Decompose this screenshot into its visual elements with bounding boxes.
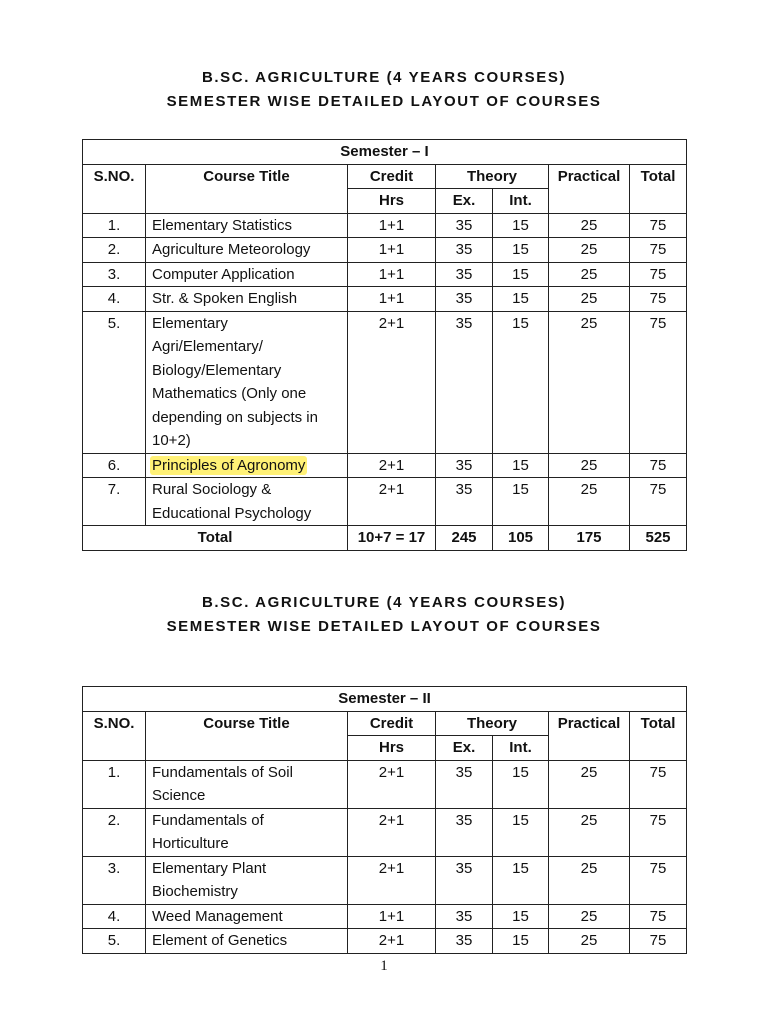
cell-sno: 7. — [83, 478, 146, 526]
total-ex: 245 — [436, 526, 493, 551]
header-total: Total — [630, 164, 687, 213]
semester-2-table — [82, 686, 687, 954]
table-row — [83, 238, 687, 263]
cell-credit: 1+1 — [348, 213, 436, 238]
table-row — [83, 287, 687, 312]
cell-total: 75 — [630, 238, 687, 263]
header-ex: Ex. — [436, 189, 493, 214]
total-row — [83, 526, 687, 551]
cell-sno: 4. — [83, 287, 146, 312]
cell-int: 15 — [493, 453, 549, 478]
cell-total: 75 — [630, 311, 687, 453]
cell-int: 15 — [493, 929, 549, 954]
cell-credit: 2+1 — [348, 808, 436, 856]
cell-total: 75 — [630, 808, 687, 856]
total-int: 105 — [493, 526, 549, 551]
total-credit: 10+7 = 17 — [348, 526, 436, 551]
semester-title: Semester – I — [83, 140, 687, 165]
header-course-title: Course Title — [146, 711, 348, 760]
cell-credit: 2+1 — [348, 453, 436, 478]
cell-practical: 25 — [549, 453, 630, 478]
cell-total: 75 — [630, 856, 687, 904]
table-row — [83, 760, 687, 808]
header-course-title: Course Title — [146, 164, 348, 213]
cell-int: 15 — [493, 808, 549, 856]
header-credit: Credit — [348, 164, 436, 189]
cell-total: 75 — [630, 760, 687, 808]
cell-ex: 35 — [436, 856, 493, 904]
table-row — [83, 453, 687, 478]
cell-int: 15 — [493, 262, 549, 287]
cell-title: Fundamentals of Soil Science — [146, 760, 348, 808]
total-label: Total — [83, 526, 348, 551]
cell-int: 15 — [493, 238, 549, 263]
cell-int: 15 — [493, 760, 549, 808]
cell-credit: 2+1 — [348, 929, 436, 954]
cell-practical: 25 — [549, 262, 630, 287]
cell-sno: 1. — [83, 760, 146, 808]
cell-credit: 2+1 — [348, 478, 436, 526]
cell-total: 75 — [630, 262, 687, 287]
cell-ex: 35 — [436, 238, 493, 263]
cell-title: Elementary Plant Biochemistry — [146, 856, 348, 904]
cell-int: 15 — [493, 856, 549, 904]
cell-int: 15 — [493, 311, 549, 453]
cell-ex: 35 — [436, 904, 493, 929]
header-practical: Practical — [549, 164, 630, 213]
cell-credit: 2+1 — [348, 856, 436, 904]
page-number: 1 — [380, 958, 388, 974]
cell-credit: 2+1 — [348, 760, 436, 808]
cell-credit: 1+1 — [348, 262, 436, 287]
cell-total: 75 — [630, 929, 687, 954]
total-practical: 175 — [549, 526, 630, 551]
table-row — [83, 808, 687, 856]
cell-sno: 5. — [83, 929, 146, 954]
cell-int: 15 — [493, 904, 549, 929]
header-int: Int. — [493, 736, 549, 761]
table-row — [83, 904, 687, 929]
heading-line-1: B.SC. AGRICULTURE (4 YEARS COURSES) — [201, 69, 567, 86]
total-total: 525 — [630, 526, 687, 551]
heading-line-2: SEMESTER WISE DETAILED LAYOUT OF COURSES — [166, 93, 602, 110]
cell-ex: 35 — [436, 262, 493, 287]
cell-title: Fundamentals of Horticulture — [146, 808, 348, 856]
cell-int: 15 — [493, 287, 549, 312]
header-practical: Practical — [549, 711, 630, 760]
cell-title: Elementary Statistics — [146, 213, 348, 238]
table-row — [83, 311, 687, 453]
table-row — [83, 856, 687, 904]
cell-practical: 25 — [549, 904, 630, 929]
table-row — [83, 929, 687, 954]
cell-credit: 1+1 — [348, 238, 436, 263]
cell-practical: 25 — [549, 213, 630, 238]
semester-1-table — [82, 139, 687, 551]
table-row — [83, 262, 687, 287]
cell-title: Str. & Spoken English — [146, 287, 348, 312]
cell-practical: 25 — [549, 238, 630, 263]
heading-line-2: SEMESTER WISE DETAILED LAYOUT OF COURSES — [166, 618, 602, 635]
cell-sno: 4. — [83, 904, 146, 929]
cell-practical: 25 — [549, 808, 630, 856]
cell-total: 75 — [630, 904, 687, 929]
cell-int: 15 — [493, 478, 549, 526]
cell-sno: 5. — [83, 311, 146, 453]
cell-practical: 25 — [549, 311, 630, 453]
cell-ex: 35 — [436, 808, 493, 856]
header-total: Total — [630, 711, 687, 760]
header-ex: Ex. — [436, 736, 493, 761]
cell-sno: 3. — [83, 262, 146, 287]
semester-title: Semester – II — [83, 687, 687, 712]
header-sno: S.NO. — [83, 164, 146, 213]
header-int: Int. — [493, 189, 549, 214]
section-1-heading — [0, 66, 768, 114]
cell-ex: 35 — [436, 213, 493, 238]
header-theory: Theory — [436, 164, 549, 189]
cell-title: Weed Management — [146, 904, 348, 929]
cell-total: 75 — [630, 453, 687, 478]
cell-sno: 2. — [83, 238, 146, 263]
section-2-heading — [0, 591, 768, 639]
cell-title: Computer Application — [146, 262, 348, 287]
cell-ex: 35 — [436, 287, 493, 312]
cell-sno: 1. — [83, 213, 146, 238]
cell-sno: 3. — [83, 856, 146, 904]
header-credit: Credit — [348, 711, 436, 736]
cell-sno: 6. — [83, 453, 146, 478]
header-credit-hrs: Hrs — [348, 189, 436, 214]
cell-int: 15 — [493, 213, 549, 238]
cell-practical: 25 — [549, 856, 630, 904]
cell-credit: 1+1 — [348, 904, 436, 929]
cell-practical: 25 — [549, 760, 630, 808]
cell-title: Rural Sociology & Educational Psychology — [146, 478, 348, 526]
cell-credit: 1+1 — [348, 287, 436, 312]
cell-title: Agriculture Meteorology — [146, 238, 348, 263]
highlighted-course-title: Principles of Agronomy — [152, 456, 306, 474]
cell-practical: 25 — [549, 478, 630, 526]
heading-line-1: B.SC. AGRICULTURE (4 YEARS COURSES) — [201, 594, 567, 611]
table-row — [83, 213, 687, 238]
cell-ex: 35 — [436, 311, 493, 453]
cell-ex: 35 — [436, 929, 493, 954]
cell-total: 75 — [630, 287, 687, 312]
header-credit-hrs: Hrs — [348, 736, 436, 761]
cell-practical: 25 — [549, 929, 630, 954]
cell-sno: 2. — [83, 808, 146, 856]
cell-credit: 2+1 — [348, 311, 436, 453]
cell-total: 75 — [630, 213, 687, 238]
cell-title: Element of Genetics — [146, 929, 348, 954]
cell-total: 75 — [630, 478, 687, 526]
cell-ex: 35 — [436, 760, 493, 808]
cell-ex: 35 — [436, 478, 493, 526]
header-sno: S.NO. — [83, 711, 146, 760]
cell-practical: 25 — [549, 287, 630, 312]
cell-title: Elementary Agri/Elementary/ Biology/Elementary Mathematics (Only one depending on subjects in 10+2) — [146, 311, 348, 453]
cell-title — [146, 453, 348, 478]
header-theory: Theory — [436, 711, 549, 736]
table-row — [83, 478, 687, 526]
cell-ex: 35 — [436, 453, 493, 478]
